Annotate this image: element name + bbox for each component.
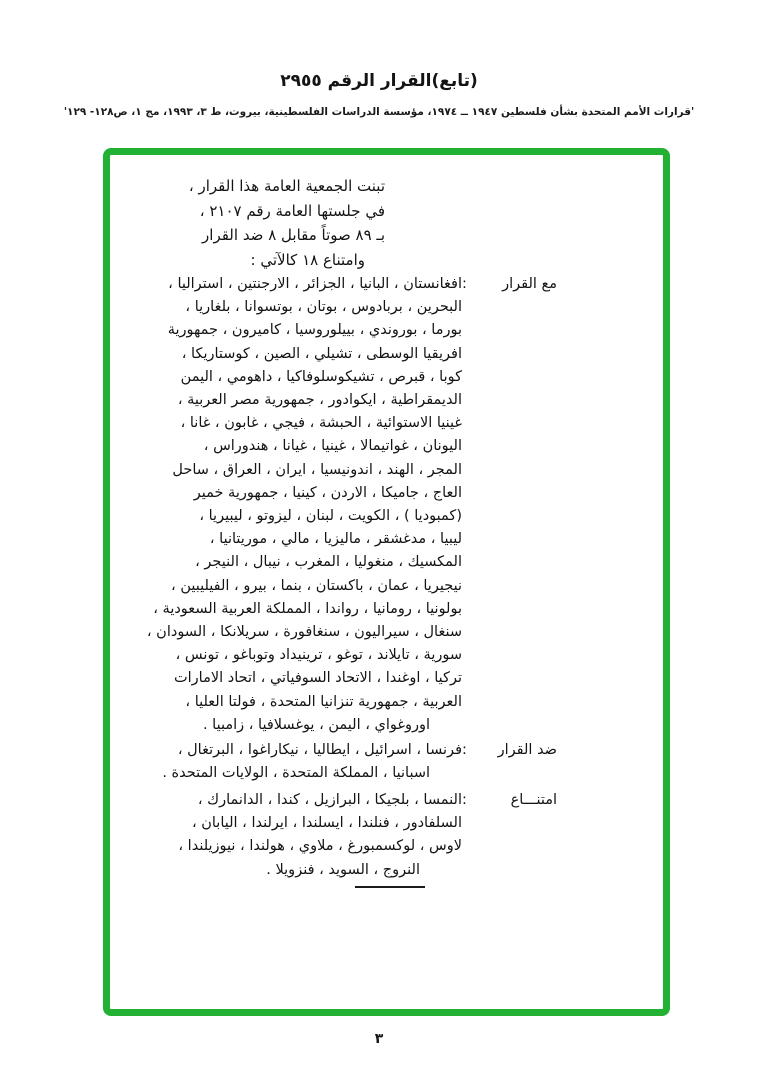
page-number: ٣	[374, 1031, 384, 1047]
resolution-preamble	[189, 174, 385, 272]
country-list	[147, 739, 462, 785]
country-line: البحرين ، بربادوس ، بوتان ، بوتسوانا ، بلغاريا ،	[185, 299, 462, 316]
country-line: المكسيك ، منغوليا ، المغرب ، نيبال ، النيجر ،	[195, 554, 462, 571]
country-line: اسبانيا ، المملكة المتحدة ، الولايات المتحدة .	[162, 765, 430, 782]
country-line: العاج ، جاميكا ، الاردن ، كينيا ، جمهورية خمير	[193, 484, 462, 501]
country-line: ليبيا ، مدغشقر ، ماليزيا ، مالي ، موريتانيا ،	[209, 531, 462, 548]
section-votes-for	[117, 273, 557, 737]
section-label-cell	[462, 739, 557, 785]
section-label: امتنـــاع	[510, 792, 557, 808]
section-label: ضد القرار	[497, 742, 557, 758]
section-colon: :	[462, 276, 467, 292]
country-line: السلفادور ، فنلندا ، ايسلندا ، ايرلندا ، اليابان ،	[191, 815, 462, 832]
country-line: النروج ، السويد ، فنزويلا .	[266, 861, 420, 878]
section-label-cell	[462, 273, 557, 737]
section-colon: :	[462, 742, 467, 758]
section-abstentions	[117, 789, 557, 882]
source-citation: 'قرارات الأمم المتحدة بشأن فلسطين ١٩٤٧ ــ ١٩٧٤، مؤسسة الدراسات الفلسطينية، بيروت، ط ٣، ١٩٩٣، مج ١، ص١٢٨- ١٢٩'	[63, 106, 695, 118]
country-line: اليونان ، غواتيمالا ، غينيا ، غيانا ، هندوراس ،	[203, 438, 462, 455]
country-line: نيجيريا ، عمان ، باكستان ، بنما ، بيرو ، الفيليبين ،	[171, 577, 462, 594]
section-label-cell	[462, 789, 557, 882]
country-line: غينيا الاستوائية ، الحبشة ، فيجي ، غابون ، غانا ،	[180, 415, 462, 432]
preamble-line: بـ ٨٩ صوتاً مقابل ٨ ضد القرار	[202, 226, 385, 244]
preamble-line: وامتناع ١٨ كالآتي :	[250, 250, 365, 269]
country-line: النمسا ، بلجيكا ، البرازيل ، كندا ، الدانمارك ،	[197, 792, 462, 808]
country-line: سورية ، تايلاند ، توغو ، ترينيداد وتوباغو ، تونس ،	[175, 647, 462, 664]
country-line: اوروغواي ، اليمن ، يوغسلافيا ، زامبيا .	[202, 716, 430, 733]
country-line: الديمقراطية ، ايكوادور ، جمهورية مصر العربية ،	[177, 392, 462, 409]
page-title: (تابع)القرار الرقم ٢٩٥٥	[280, 71, 478, 91]
country-line: بورما ، بوروندي ، بييلوروسيا ، كاميرون ، جمهورية	[167, 322, 462, 339]
preamble-line: تبنت الجمعية العامة هذا القرار ،	[188, 177, 385, 195]
section-colon: :	[462, 792, 467, 808]
country-list	[147, 273, 462, 737]
country-line: العربية ، جمهورية تنزانيا المتحدة ، فولتا العليا ،	[185, 693, 462, 710]
separator-line	[355, 886, 425, 888]
country-line: تركيا ، اوغندا ، الاتحاد السوفياتي ، اتحاد الامارات	[173, 670, 462, 687]
country-line: (كمبوديا ) ، الكويت ، لبنان ، ليزوتو ، ليبيريا ،	[199, 508, 462, 525]
country-line: سنغال ، سيراليون ، سنغافورة ، سريلانكا ، السودان ،	[146, 624, 462, 641]
country-list	[147, 789, 462, 882]
country-line: لاوس ، لوكسمبورغ ، ملاوي ، هولندا ، نيوزيلندا ،	[178, 838, 462, 855]
country-line: المجر ، الهند ، اندونيسيا ، ايران ، العراق ، ساحل	[172, 461, 462, 478]
country-line: كوبا ، قبرص ، تشيكوسلوفاكيا ، داهومي ، اليمن	[180, 368, 462, 385]
country-line: فرنسا ، اسرائيل ، ايطاليا ، نيكاراغوا ، البرتغال ،	[177, 742, 462, 758]
country-line: افريقيا الوسطى ، تشيلي ، الصين ، كوستاريكا ،	[181, 345, 462, 362]
country-line: افغانستان ، البانيا ، الجزائر ، الارجنتين ، استراليا ،	[168, 276, 462, 292]
preamble-line: في جلستها العامة رقم ٢١٠٧ ،	[199, 201, 385, 220]
section-votes-against	[117, 739, 557, 785]
section-label: مع القرار	[502, 276, 557, 292]
country-line: بولونيا ، رومانيا ، رواندا ، المملكة العربية السعودية ،	[153, 600, 462, 617]
